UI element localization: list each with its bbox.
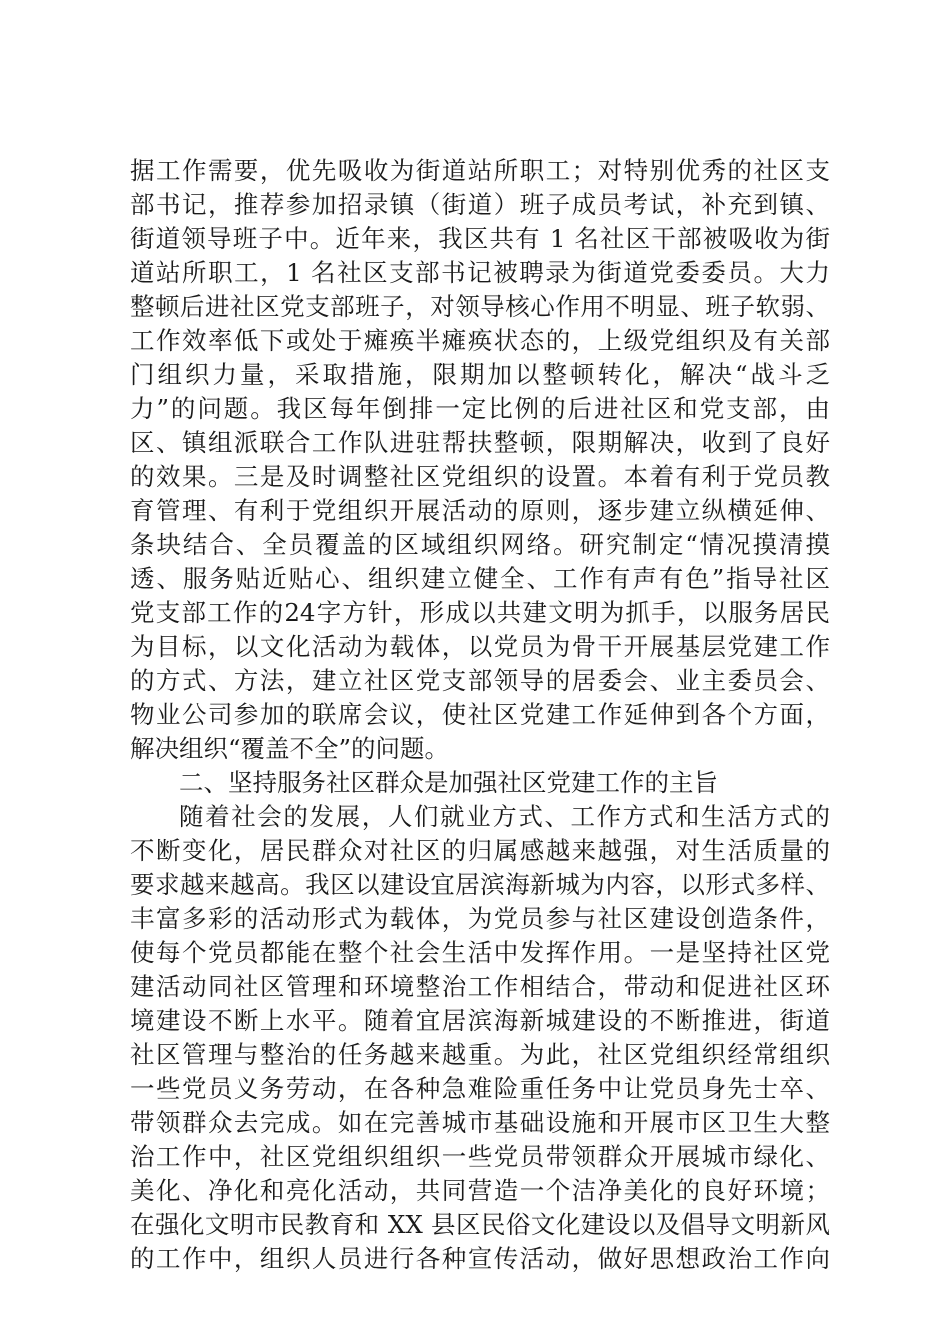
text-line: 解决组织“覆盖不全”的问题。 — [130, 734, 450, 763]
text-line: 在强化文明市民教育和 XX 县区民俗文化建设以及倡导文明新风 — [130, 1210, 830, 1239]
text-line: 透、服务贴近贴心、组织建立健全、工作有声有色”指导社区 — [130, 564, 830, 593]
text-line: 物业公司参加的联席会议，使社区党建工作延伸到各个方面， — [130, 700, 830, 729]
text-line: 街道领导班子中。近年来，我区共有 1 名社区干部被吸收为街 — [130, 224, 830, 253]
text-line: 据工作需要，优先吸收为街道站所职工；对特别优秀的社区支 — [130, 156, 830, 185]
text-line: 使每个党员都能在整个社会生活中发挥作用。一是坚持社区党 — [130, 938, 830, 967]
text-line: 的效果。三是及时调整社区党组织的设置。本着有利于党员教 — [130, 462, 830, 491]
text-line: 的工作中，组织人员进行各种宣传活动，做好思想政治工作向 — [130, 1244, 830, 1273]
text-line: 的方式、方法，建立社区党支部领导的居委会、业主委员会、 — [130, 666, 830, 695]
text-line: 力”的问题。我区每年倒排一定比例的后进社区和党支部，由 — [130, 394, 830, 423]
text-line: 建活动同社区管理和环境整治工作相结合，带动和促进社区环 — [130, 972, 830, 1001]
text-line: 党支部工作的24字方针，形成以共建文明为抓手，以服务居民 — [130, 598, 830, 627]
text-line: 丰富多彩的活动形式为载体，为党员参与社区建设创造条件， — [130, 904, 830, 933]
text-line: 工作效率低下或处于瘫痪半瘫痪状态的，上级党组织及有关部 — [130, 326, 830, 355]
text-line: 要求越来越高。我区以建设宜居滨海新城为内容，以形式多样、 — [130, 870, 830, 899]
text-line: 条块结合、全员覆盖的区域组织网络。研究制定“情况摸清摸 — [130, 530, 830, 559]
text-line: 整顿后进社区党支部班子，对领导核心作用不明显、班子软弱、 — [130, 292, 830, 321]
text-line: 随着社会的发展，人们就业方式、工作方式和生活方式的 — [179, 802, 830, 831]
text-line: 社区管理与整治的任务越来越重。为此，社区党组织经常组织 — [130, 1040, 830, 1069]
text-line: 境建设不断上水平。随着宜居滨海新城建设的不断推进，街道 — [130, 1006, 830, 1035]
text-line: 为目标，以文化活动为载体，以党员为骨干开展基层党建工作 — [130, 632, 830, 661]
text-line: 育管理、有利于党组织开展活动的原则，逐步建立纵横延伸、 — [130, 496, 830, 525]
document-body — [130, 154, 830, 1276]
text-line: 区、镇组派联合工作队进驻帮扶整顿，限期解决，收到了良好 — [130, 428, 830, 457]
text-line: 部书记，推荐参加招录镇（街道）班子成员考试，补充到镇、 — [130, 190, 830, 219]
text-line: 不断变化，居民群众对社区的归属感越来越强，对生活质量的 — [130, 836, 830, 865]
text-line: 一些党员义务劳动，在各种急难险重任务中让党员身先士卒、 — [130, 1074, 830, 1103]
section-heading: 二、坚持服务社区群众是加强社区党建工作的主旨 — [179, 768, 718, 797]
text-line: 道站所职工，1 名社区支部书记被聘录为街道党委委员。大力 — [130, 258, 830, 287]
text-line: 美化、净化和亮化活动，共同营造一个洁净美化的良好环境； — [130, 1176, 830, 1205]
text-line: 治工作中，社区党组织组织一些党员带领群众开展城市绿化、 — [130, 1142, 830, 1171]
text-line: 带领群众去完成。如在完善城市基础设施和开展市区卫生大整 — [130, 1108, 830, 1137]
text-line: 门组织力量，采取措施，限期加以整顿转化，解决“战斗乏 — [130, 360, 830, 389]
